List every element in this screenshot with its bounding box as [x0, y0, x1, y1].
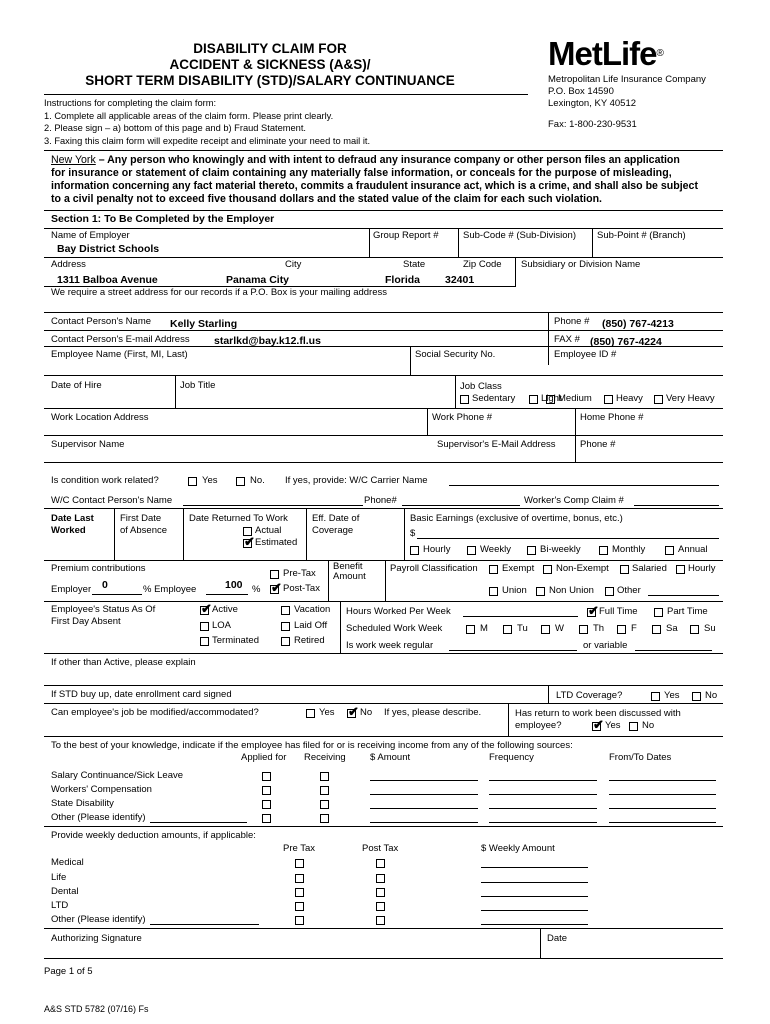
job-class-label: Job Class — [460, 381, 502, 392]
job-class-light-checkbox[interactable] — [529, 395, 538, 404]
employee-name-label: Employee Name (First, MI, Last) — [51, 349, 188, 360]
phone-label: Phone # — [554, 316, 590, 327]
std-buyup-label: If STD buy up, date enrollment card signed — [51, 689, 232, 700]
annual-checkbox[interactable] — [665, 546, 674, 555]
deduction-amount-line[interactable] — [481, 896, 588, 897]
income-source-label: Other (Please identify) — [51, 812, 146, 823]
authorizing-signature-label: Authorizing Signature — [51, 933, 142, 944]
retired-label: Retired — [294, 635, 325, 646]
deduction-amount-line[interactable] — [481, 867, 588, 868]
fraud-statement — [51, 154, 698, 206]
work-location-label: Work Location Address — [51, 412, 149, 423]
vacation-checkbox[interactable] — [281, 606, 290, 615]
supervisor-name-label: Supervisor Name — [51, 439, 125, 450]
deduction-post-tax-checkbox[interactable] — [376, 888, 385, 897]
employer-pct-value[interactable]: 0 — [102, 579, 108, 591]
form-title — [0, 41, 540, 89]
fraud-state: New York — [51, 154, 96, 166]
fraud-line-2: for insurance or statement of claim containing any materially false information, or conceals for the purpose of misleading, — [51, 167, 672, 179]
zip-label: Zip Code — [463, 259, 502, 270]
income-applied-checkbox[interactable] — [262, 800, 271, 809]
date-returned-label: Date Returned To Work — [189, 513, 288, 524]
state-value[interactable]: Florida — [385, 274, 421, 286]
sub-code-label: Sub-Code # (Sub-Division) — [463, 230, 576, 241]
company-info — [548, 74, 706, 131]
deduction-item-label: Medical — [51, 857, 84, 868]
salaried-checkbox[interactable] — [620, 565, 629, 574]
company-address-1: P.O. Box 14590 — [548, 86, 614, 97]
day-tu-label: Tu — [517, 623, 528, 634]
income-source-label: Salary Continuance/Sick Leave — [51, 770, 184, 781]
modify-yes-checkbox[interactable] — [306, 709, 315, 718]
non-exempt-label: Non-Exempt — [556, 563, 609, 574]
deduction-post-tax-header: Post Tax — [362, 843, 399, 854]
job-class-light-label: Light — [541, 393, 562, 404]
home-phone-label: Home Phone # — [580, 412, 644, 423]
fax-label: FAX # — [554, 334, 580, 345]
job-class-heavy-checkbox[interactable] — [604, 395, 613, 404]
employee-pct-label: % Employee — [143, 584, 197, 595]
active-label: Active — [212, 604, 238, 615]
post-tax-check-icon: ✔ — [271, 580, 282, 595]
contact-email-label: Contact Person's E-mail Address — [51, 334, 190, 345]
monthly-label: Monthly — [612, 544, 646, 555]
return-no-checkbox[interactable] — [629, 722, 638, 731]
vacation-label: Vacation — [294, 604, 331, 615]
income-dates-line[interactable] — [609, 780, 716, 781]
terminated-checkbox[interactable] — [200, 637, 209, 646]
address-value[interactable]: 1311 Balboa Avenue — [57, 274, 158, 286]
income-source-label: State Disability — [51, 798, 114, 809]
ltd-coverage-label: LTD Coverage? — [556, 690, 623, 701]
supervisor-phone-label: Phone # — [580, 439, 616, 450]
pre-tax-label: Pre-Tax — [283, 568, 316, 579]
income-dates-line[interactable] — [609, 822, 716, 823]
fraud-line-1: – Any person who knowingly and with intent to defraud any insurance company or other person files an application — [95, 154, 680, 166]
day-w-label: W — [555, 623, 564, 634]
day-w-checkbox[interactable] — [541, 625, 550, 634]
day-su-label: Su — [704, 623, 716, 634]
hourly-pay-checkbox[interactable] — [676, 565, 685, 574]
employee-id-label: Employee ID # — [554, 349, 617, 360]
company-name: Metropolitan Life Insurance Company — [548, 74, 706, 85]
biweekly-checkbox[interactable] — [527, 546, 536, 555]
frequency-header: Frequency — [489, 752, 534, 763]
return-yes-label: Yes — [605, 720, 621, 731]
day-f-label: F — [631, 623, 637, 634]
title-line-3: SHORT TERM DISABILITY (STD)/SALARY CONTINUANCE — [85, 73, 455, 88]
job-modified-label: Can employee's job be modified/accommodated? — [51, 707, 259, 718]
employer-name-label: Name of Employer — [51, 230, 130, 241]
income-frequency-line[interactable] — [489, 780, 597, 781]
active-check-icon: ✔ — [201, 601, 212, 616]
annual-label: Annual — [678, 544, 708, 555]
deduction-pre-tax-checkbox[interactable] — [295, 902, 304, 911]
laid-off-label: Laid Off — [294, 620, 328, 631]
street-address-note: We require a street address for our records if a P.O. Box is your mailing address — [51, 287, 387, 298]
income-receiving-checkbox[interactable] — [320, 786, 329, 795]
non-union-label: Non Union — [549, 585, 594, 596]
retired-checkbox[interactable] — [281, 637, 290, 646]
supervisor-email-label: Supervisor's E-Mail Address — [437, 439, 556, 450]
signature-date-label: Date — [547, 933, 568, 944]
modify-yes-label: Yes — [319, 707, 335, 718]
applied-for-header: Applied for — [241, 752, 287, 763]
income-applied-checkbox[interactable] — [262, 814, 271, 823]
earnings-dollar-sign: $ — [410, 528, 416, 539]
city-value[interactable]: Panama City — [226, 274, 290, 286]
day-sa-label: Sa — [666, 623, 678, 634]
phone-value[interactable]: (850) 767-4213 — [602, 318, 674, 330]
first-date-absence-label: First Date of Absence — [120, 513, 168, 536]
job-class-sedentary-checkbox[interactable] — [460, 395, 469, 404]
deduction-item-label: Dental — [51, 886, 79, 897]
deduction-post-tax-checkbox[interactable] — [376, 916, 385, 925]
loa-checkbox[interactable] — [200, 622, 209, 631]
post-tax-label: Post-Tax — [283, 583, 320, 594]
fax-value[interactable]: (850) 767-4224 — [590, 336, 662, 348]
day-tu-checkbox[interactable] — [503, 625, 512, 634]
basic-earnings-label: Basic Earnings (exclusive of overtime, bonus, etc.) — [410, 513, 623, 524]
group-report-label: Group Report # — [373, 230, 439, 241]
other-status-label: If other than Active, please explain — [51, 657, 196, 668]
company-fax: Fax: 1-800-230-9531 — [548, 119, 637, 130]
logo-text: MetLife — [548, 35, 657, 72]
job-class-heavy-label: Heavy — [616, 393, 643, 404]
estimated-label: Estimated — [255, 537, 298, 548]
deduction-post-tax-checkbox[interactable] — [376, 902, 385, 911]
employer-pct-label: Employer — [51, 584, 92, 595]
deduction-weekly-header: $ Weekly Amount — [481, 843, 555, 854]
work-related-yes-label: Yes — [202, 475, 218, 486]
deduction-amount-line[interactable] — [481, 882, 588, 883]
wc-contact-label: W/C Contact Person's Name — [51, 495, 173, 506]
return-discussed-label: Has return to work been discussed with employee? — [515, 708, 681, 731]
receiving-header: Receiving — [304, 752, 346, 763]
deduction-post-tax-checkbox[interactable] — [376, 859, 385, 868]
sub-point-label: Sub-Point # (Branch) — [597, 230, 686, 241]
income-intro: To the best of your knowledge, indicate if the employee has filed for or is receiving income from any of the following sources: — [51, 740, 573, 751]
employee-pct-value[interactable]: 100 — [225, 579, 243, 591]
exempt-label: Exempt — [502, 563, 535, 574]
actual-label: Actual — [255, 525, 282, 536]
day-th-label: Th — [593, 623, 605, 634]
day-m-label: M — [480, 623, 488, 634]
income-applied-checkbox[interactable] — [262, 786, 271, 795]
income-receiving-checkbox[interactable] — [320, 772, 329, 781]
job-class-medium-label: Medium — [558, 393, 592, 404]
estimated-check-icon: ✔ — [244, 534, 255, 549]
company-address-2: Lexington, KY 40512 — [548, 98, 637, 109]
amount-header: $ Amount — [370, 752, 411, 763]
instruction-3: 3. Faxing this claim form will expedite receipt and eliminate your need to mail it. — [44, 135, 371, 146]
income-frequency-line[interactable] — [489, 794, 597, 795]
deduction-item-label: LTD — [51, 900, 69, 911]
employer-name-value[interactable]: Bay District Schools — [57, 243, 160, 255]
weekly-checkbox[interactable] — [467, 546, 476, 555]
part-time-checkbox[interactable] — [654, 608, 663, 617]
employee-status-label: Employee's Status As Of First Day Absent — [51, 604, 156, 627]
income-applied-checkbox[interactable] — [262, 772, 271, 781]
hours-per-week-label: Hours Worked Per Week — [346, 606, 451, 617]
deduction-item-label: Life — [51, 872, 67, 883]
deductions-intro: Provide weekly deduction amounts, if applicable: — [51, 830, 256, 841]
income-source-label: Workers' Compensation — [51, 784, 152, 795]
full-time-check-icon: ✔ — [588, 603, 599, 618]
income-amount-line[interactable] — [370, 808, 478, 809]
dates-header: From/To Dates — [609, 752, 672, 763]
income-amount-line[interactable] — [370, 822, 478, 823]
part-time-label: Part Time — [667, 606, 708, 617]
fraud-line-4: to a civil penalty not to exceed five thousand dollars and the stated value of the claim for each such violation. — [51, 193, 602, 205]
job-title-label: Job Title — [180, 380, 216, 391]
page-number: Page 1 of 5 — [44, 966, 93, 977]
deduction-pre-tax-checkbox[interactable] — [295, 888, 304, 897]
work-related-no-checkbox[interactable] — [236, 477, 245, 486]
instruction-2: 2. Please sign – a) bottom of this page and b) Fraud Statement. — [44, 123, 307, 133]
full-time-label: Full Time — [599, 606, 638, 617]
contact-email-value[interactable]: starlkd@bay.k12.fl.us — [214, 335, 321, 347]
hourly-checkbox[interactable] — [410, 546, 419, 555]
metlife-logo — [548, 36, 663, 72]
contact-name-value[interactable]: Kelly Starling — [170, 318, 238, 330]
hourly-pay-label: Hourly — [688, 563, 716, 574]
deduction-pre-tax-checkbox[interactable] — [295, 874, 304, 883]
monthly-checkbox[interactable] — [599, 546, 608, 555]
premium-label: Premium contributions — [51, 563, 146, 574]
return-yes-check-icon: ✔ — [593, 717, 604, 732]
income-amount-line[interactable] — [370, 780, 478, 781]
other-union-checkbox[interactable] — [605, 587, 614, 596]
fraud-line-3: information concerning any fact material thereto, commits a fraudulent insurance act, which is a crime, and shall also be subject — [51, 180, 698, 192]
pre-tax-checkbox[interactable] — [270, 570, 279, 579]
day-th-checkbox[interactable] — [579, 625, 588, 634]
salaried-label: Salaried — [632, 563, 667, 574]
benefit-amount-label: Benefit Amount — [333, 561, 366, 582]
ltd-yes-checkbox[interactable] — [651, 692, 660, 701]
form-number: A&S STD 5782 (07/16) Fs — [44, 1004, 149, 1014]
loa-label: LOA — [212, 620, 232, 631]
union-checkbox[interactable] — [489, 587, 498, 596]
ltd-no-label: No — [705, 690, 718, 701]
income-dates-line[interactable] — [609, 794, 716, 795]
deduction-pre-tax-checkbox[interactable] — [295, 859, 304, 868]
work-related-label: Is condition work related? — [51, 475, 159, 486]
ltd-no-checkbox[interactable] — [692, 692, 701, 701]
job-class-sedentary-label: Sedentary — [472, 393, 516, 404]
exempt-checkbox[interactable] — [489, 565, 498, 574]
day-sa-checkbox[interactable] — [652, 625, 661, 634]
non-union-checkbox[interactable] — [536, 587, 545, 596]
income-dates-line[interactable] — [609, 808, 716, 809]
title-line-2: ACCIDENT & SICKNESS (A&S)/ — [169, 57, 371, 72]
day-f-checkbox[interactable] — [617, 625, 626, 634]
deduction-amount-line[interactable] — [481, 924, 588, 925]
modify-no-label: No — [360, 707, 373, 718]
state-label: State — [403, 259, 426, 270]
instruction-1: 1. Complete all applicable areas of the claim form. Please print clearly. — [44, 110, 334, 121]
laid-off-checkbox[interactable] — [281, 622, 290, 631]
day-su-checkbox[interactable] — [690, 625, 699, 634]
job-class-very-heavy-label: Very Heavy — [666, 393, 715, 404]
deduction-post-tax-checkbox[interactable] — [376, 874, 385, 883]
job-class-very-heavy-checkbox[interactable] — [654, 395, 663, 404]
title-line-1: DISABILITY CLAIM FOR — [193, 41, 347, 56]
work-related-yes-checkbox[interactable] — [188, 477, 197, 486]
describe-label: If yes, please describe. — [384, 707, 482, 718]
deduction-pre-tax-header: Pre Tax — [283, 843, 316, 854]
income-frequency-line[interactable] — [489, 808, 597, 809]
address-label: Address — [51, 259, 86, 270]
income-frequency-line[interactable] — [489, 822, 597, 823]
return-no-label: No — [642, 720, 655, 731]
zip-value[interactable]: 32401 — [445, 274, 475, 286]
instructions-heading: Instructions for completing the claim form: — [44, 98, 217, 108]
date-last-worked-label: Date Last Worked — [51, 513, 94, 536]
instructions — [44, 97, 370, 147]
ssn-label: Social Security No. — [415, 349, 496, 360]
subsidiary-label: Subsidiary or Division Name — [521, 259, 641, 270]
income-receiving-checkbox[interactable] — [320, 814, 329, 823]
weekly-label: Weekly — [480, 544, 511, 555]
job-class-medium-checkbox[interactable] — [546, 395, 555, 404]
other-union-label: Other — [617, 585, 641, 596]
payroll-class-label: Payroll Classification — [390, 563, 478, 574]
contact-name-label: Contact Person's Name — [51, 316, 152, 327]
section1-title: Section 1: To Be Completed by the Employer — [51, 213, 275, 225]
deduction-amount-line[interactable] — [481, 910, 588, 911]
income-receiving-checkbox[interactable] — [320, 800, 329, 809]
income-amount-line[interactable] — [370, 794, 478, 795]
eff-date-label: Eff. Date of Coverage — [312, 513, 360, 536]
biweekly-label: Bi-weekly — [540, 544, 581, 555]
ltd-yes-label: Yes — [664, 690, 680, 701]
wc-phone-label: Phone# — [364, 495, 397, 506]
deduction-pre-tax-checkbox[interactable] — [295, 916, 304, 925]
date-of-hire-label: Date of Hire — [51, 380, 102, 391]
day-m-checkbox[interactable] — [466, 625, 475, 634]
variable-label: or variable — [583, 640, 628, 651]
non-exempt-checkbox[interactable] — [543, 565, 552, 574]
deduction-item-label: Other (Please identify) — [51, 914, 146, 925]
work-phone-label: Work Phone # — [432, 412, 493, 423]
modify-no-check-icon: ✔ — [348, 704, 359, 719]
work-week-regular-label: Is work week regular — [346, 640, 434, 651]
terminated-label: Terminated — [212, 635, 259, 646]
scheduled-week-label: Scheduled Work Week — [346, 623, 443, 634]
wc-carrier-label: If yes, provide: W/C Carrier Name — [285, 475, 428, 486]
city-label: City — [285, 259, 302, 270]
registered-mark: ® — [656, 48, 663, 59]
wc-claim-label: Worker's Comp Claim # — [524, 495, 624, 506]
union-label: Union — [502, 585, 527, 596]
hourly-label: Hourly — [423, 544, 451, 555]
employee-pct-sign: % — [252, 584, 261, 595]
work-related-no-label: No. — [250, 475, 265, 486]
